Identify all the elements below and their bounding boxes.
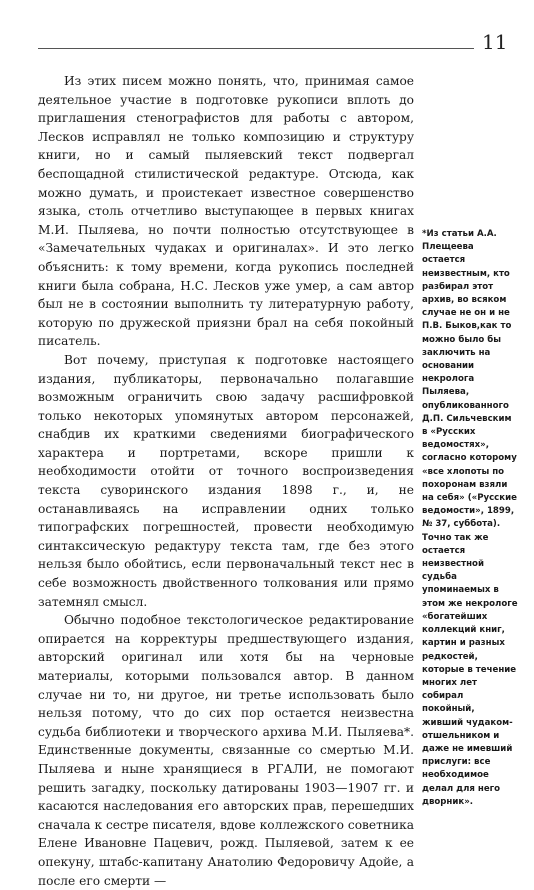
sidenote-footnote: *Из статьи А.А. Плещеева остается неизвестным, кто разбирал этот архив, во всяком случае не он и не П.В. Быков,как то можно было бы заключить на основании некролога Пыляева, опубликованного Д.П. Сильчевским в «Русских ведомостях», согласно которому «все хлопоты по похоронам взяли на себя» («Русские ведомости», 1899, № 37, суббота). Точно так же остается неизвестной судьба упоминаемых в этом же некрологе «богатейших коллекций книг, картин и разных редкостей, которые в течение многих лет собирал покойный, живший чудаком-отшельником и даже не имевший прислуги: все необходимое делал для него дворник».: [422, 229, 518, 807]
main-text-column: [38, 72, 414, 890]
page-number: 11: [482, 30, 508, 54]
header-rule: [38, 48, 474, 49]
paragraph: Вот почему, приступая к подготовке настоящего издания, публикаторы, первоначально полагавшие возможным ограничить свою задачу расшифровкой только некоторых упомянутых автором персонажей, снабдив их краткими сведениями биографического характера и портретами, вскоре пришли к необходимости отойти от точного воспроизведения текста суворинского издания 1898 г., и, не останавливаясь на исправлении одних только типографских погрешностей, провести необходимую синтаксическую редактуру текста там, где без этого нельзя было обойтись, если первоначальный текст нес в себе возможность двойственного толкования или прямо затемнял смысл.: [38, 352, 414, 609]
paragraph: Обычно подобное текстологическое редактирование опирается на корректуры предшествующего издания, авторский оригинал или хотя бы на черновые материалы, которыми пользовался автор. В данном случае ни то, ни другое, ни третье использовать было нельзя потому, что до сих пор остается неизвестна судьба библиотеки и творческого архива М.И. Пыляева*. Единственные документы, связанные со смертью М.И. Пыляева и ныне хранящиеся в РГАЛИ, не помогают решить загадку, поскольку датированы 1903—1907 гг. и касаются наследования его авторских прав, перешедших сначала к сестре писателя, вдове коллежского советника Елене Ивановне Пацевич, рожд. Пыляевой, затем к ее опекуну, штабс-капитану Анатолию Федоровичу Адойе, а после его смерти —: [38, 613, 414, 888]
paragraph: Из этих писем можно понять, что, принимая самое деятельное участие в подготовке рукописи вплоть до приглашения стенографистов для работы с автором, Лесков исправлял не только композицию и структуру книги, но и самый пыляевский текст подвергал беспощадной стилистической редактуре. Отсюда, как можно думать, и проистекает известное совершенство языка, столь отчетливо выступающее в первых книгах М.И. Пыляева, но почти полностью отсутствующее в «Замечательных чудаках и оригиналах». И это легко объяснить: к тому времени, когда рукопись последней книги была собрана, Н.С. Лесков уже умер, а сам автор был не в состоянии выполнить ту литературную работу, которую по дружеской приязни брал на себя покойный писатель.: [38, 74, 414, 349]
